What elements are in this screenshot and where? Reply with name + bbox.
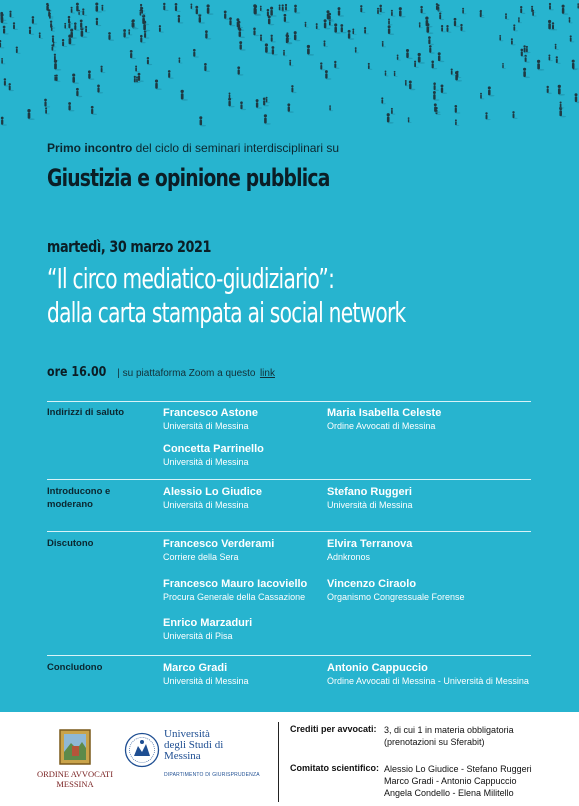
crowd-figure <box>266 97 270 103</box>
crowd-figure <box>240 101 246 110</box>
crowd-figure <box>264 114 271 124</box>
section-divider <box>47 401 531 402</box>
crowd-figure <box>108 32 114 41</box>
crowd-figure <box>549 3 554 11</box>
crowd-figure <box>72 74 79 84</box>
crowd-figure <box>147 57 152 65</box>
crowd-figure <box>54 60 61 71</box>
crowd-figure <box>502 63 506 69</box>
crowd-figure <box>379 5 385 13</box>
crowd-figure <box>74 22 80 30</box>
crowd-figure <box>199 116 206 126</box>
crowd-figure <box>207 4 214 14</box>
intro-rest: del ciclo di seminari interdisciplinari su <box>132 141 340 155</box>
crowd-figure <box>68 21 73 29</box>
crowd-figure <box>80 20 86 29</box>
crowd-figure <box>454 105 460 114</box>
crowd-figure <box>294 31 301 41</box>
crowd-figure <box>44 99 50 108</box>
committee-line-3: Angela Condello - Elena Militello <box>384 788 514 798</box>
speaker-affiliation: Università di Messina <box>163 500 249 510</box>
crowd-figure <box>546 86 551 94</box>
zoom-link[interactable]: link <box>259 368 275 379</box>
crowd-figure <box>283 50 287 56</box>
speaker <box>327 577 465 604</box>
speaker-name: Concetta Parrinello <box>163 443 264 455</box>
crowd-figure <box>175 3 181 12</box>
crowd-figure <box>548 55 552 62</box>
crowd-figure <box>340 24 346 33</box>
crowd-figure <box>446 25 451 33</box>
ordine-avvocati-logo <box>35 728 115 789</box>
crowd-figure <box>433 91 440 101</box>
crowd-figure <box>204 63 210 72</box>
crowd-figure <box>512 111 517 119</box>
crowd-figure <box>256 99 262 109</box>
crowd-figure <box>135 65 139 72</box>
crowd-figure <box>368 63 373 70</box>
crowd-figure <box>405 80 409 86</box>
speaker-affiliation: Università di Messina <box>327 500 413 510</box>
crowd-figure <box>224 10 230 19</box>
footer-divider <box>278 722 279 802</box>
crowd-figure <box>518 17 522 23</box>
crowd-figure <box>71 7 76 14</box>
speaker-affiliation: Università di Messina <box>163 421 249 431</box>
crowd-figure <box>101 5 105 12</box>
event-title-line-2: dalla carta stampata ai social network <box>47 296 406 329</box>
speaker-affiliation: Ordine Avvocati di Messina - Università di Messina <box>327 676 529 686</box>
crowd-figure <box>159 25 164 33</box>
university-name: Università degli Studi di Messina <box>164 728 224 762</box>
crowd-figure <box>78 10 82 16</box>
crowd-figure <box>408 117 412 123</box>
intro-line <box>47 141 339 155</box>
crowd-figure <box>270 7 277 17</box>
crowd-figure <box>100 66 105 73</box>
crowd-figure <box>195 6 201 15</box>
crowd-figure <box>570 35 575 42</box>
section-divider <box>47 531 531 532</box>
crowd-figure <box>287 103 293 112</box>
crowd-figure <box>155 80 162 90</box>
crowd-figure <box>9 11 14 18</box>
speaker-name: Francesco Mauro Iacoviello <box>163 578 308 590</box>
crowd-figure <box>433 82 439 90</box>
event-time <box>47 363 275 381</box>
speaker <box>327 661 529 688</box>
credits-label: Crediti per avvocati: <box>290 724 377 734</box>
speaker-affiliation: Università di Pisa <box>163 631 233 641</box>
crowd-figure <box>451 69 456 76</box>
crowd-figure <box>419 22 423 28</box>
crowd-figure <box>1 117 7 126</box>
crowd-figure <box>394 71 398 77</box>
crowd-figure <box>8 83 13 91</box>
crowd-figure <box>460 24 465 32</box>
crowd-figure <box>381 97 386 104</box>
crowd-figure <box>391 10 396 17</box>
crowd-figure <box>237 66 243 75</box>
crowd-figure <box>0 13 7 24</box>
crowd-figure <box>325 70 331 80</box>
speaker-name: Alessio Lo Giudice <box>163 486 263 498</box>
crowd-figure <box>455 119 459 125</box>
crowd-figure <box>360 5 365 13</box>
crowd-figure <box>406 49 413 59</box>
crowd-figure <box>480 93 484 100</box>
crowd-figure <box>82 8 87 16</box>
crowd-figure <box>198 14 205 24</box>
crowd-figure <box>285 4 290 11</box>
crowd-figure <box>441 84 447 94</box>
committee-members <box>384 763 532 799</box>
role-label: Indirizzi di saluto <box>47 407 125 418</box>
crowd-figure <box>520 6 525 14</box>
role-label: Concludono <box>47 662 103 673</box>
crowd-figure <box>27 109 34 120</box>
crowd-figure <box>426 23 433 34</box>
crowd-figure <box>397 54 401 60</box>
crowd-figure <box>253 27 259 36</box>
crowd-figure <box>431 60 437 69</box>
speaker-name: Marco Gradi <box>163 662 228 674</box>
crowd-figure <box>190 3 194 9</box>
crowd-figure <box>418 53 425 64</box>
speaker <box>163 442 264 469</box>
university-seal-icon <box>124 732 160 768</box>
crowd-illustration <box>0 0 579 140</box>
event-hour: ore 16.00 <box>47 365 107 380</box>
crowd-figure <box>289 60 293 67</box>
crowd-figure <box>355 47 359 53</box>
crowd-figure <box>352 29 356 35</box>
crowd-figure <box>305 22 309 28</box>
crowd-figure <box>97 85 103 94</box>
platform-text: | su piattaforma Zoom a questo <box>117 368 256 379</box>
crowd-figure <box>178 15 184 24</box>
crowd-figure <box>485 112 490 120</box>
speaker <box>163 616 252 643</box>
crowd-figure <box>429 45 435 54</box>
crowd-figure <box>128 29 132 35</box>
crowd-figure <box>462 8 466 14</box>
role-label: Discutono <box>47 538 94 549</box>
crowd-figure <box>480 10 485 18</box>
speaker <box>163 577 307 604</box>
crowd-figure <box>454 18 460 27</box>
speaker-name: Elvira Terranova <box>327 538 413 550</box>
crowd-figure <box>0 40 4 48</box>
crowd-figure <box>524 55 529 63</box>
crowd-figure <box>388 18 393 25</box>
speaker-affiliation: Procura Generale della Cassazione <box>163 592 306 602</box>
crowd-figure <box>537 60 544 71</box>
footer <box>0 712 579 806</box>
series-title: Giustizia e opinione pubblica <box>47 164 330 192</box>
credits-value <box>384 724 514 748</box>
crowd-figure <box>382 41 386 47</box>
event-title <box>47 262 405 330</box>
crowd-figure <box>556 56 561 64</box>
section-divider <box>47 655 531 656</box>
crowd-figure <box>387 113 394 123</box>
crowd-figure <box>320 62 325 70</box>
crowd-figure <box>499 35 503 41</box>
crowd-figure <box>437 4 442 12</box>
crowd-figure <box>45 107 50 114</box>
crowd-figure <box>96 18 102 26</box>
speaker-affiliation: Organismo Congressuale Forense <box>327 592 465 602</box>
crowd-figure <box>388 25 395 35</box>
crowd-figure <box>323 40 328 47</box>
crowd-figure <box>505 13 509 20</box>
crowd-figure <box>271 46 277 55</box>
speaker-affiliation: Ordine Avvocati di Messina <box>327 421 436 431</box>
crowd-figure <box>181 90 188 101</box>
speaker <box>163 485 262 512</box>
crowd-figure <box>488 86 495 96</box>
crowd-figure <box>168 70 174 79</box>
crowd-figure <box>428 36 434 45</box>
committee-line-1: Alessio Lo Giudice - Stefano Ruggeri <box>384 764 532 774</box>
crowd-figure <box>334 61 339 69</box>
crowd-figure <box>364 27 369 34</box>
speaker-name: Stefano Ruggeri <box>327 486 412 498</box>
speaker <box>327 537 412 564</box>
crowd-figure <box>399 7 406 17</box>
crowd-figure <box>284 14 290 23</box>
crowd-figure <box>294 5 300 14</box>
section-divider <box>47 479 531 480</box>
committee-line-2: Marco Gradi - Antonio Cappuccio <box>384 776 517 786</box>
crowd-figure <box>68 102 74 111</box>
crowd-figure <box>39 32 43 38</box>
crowd-figure <box>385 71 389 77</box>
crowd-figure <box>95 2 102 12</box>
crowd-figure <box>29 27 35 35</box>
crowd-figure <box>1 58 5 64</box>
speaker <box>163 661 249 688</box>
crowd-figure <box>50 20 55 28</box>
speaker <box>327 406 441 433</box>
ordine-avvocati-crest-icon <box>58 728 92 766</box>
crowd-figure <box>555 44 559 50</box>
speaker-affiliation: Adnkronos <box>327 552 371 562</box>
crowd-figure <box>178 57 182 63</box>
crowd-figure <box>511 38 516 45</box>
crowd-figure <box>391 108 396 115</box>
committee-label: Comitato scientifico: <box>290 763 380 773</box>
crowd-figure <box>163 3 169 11</box>
crowd-figure <box>260 35 265 42</box>
crowd-figure <box>575 93 579 103</box>
crowd-figure <box>420 6 426 14</box>
crowd-figure <box>49 13 53 20</box>
crowd-figure <box>562 5 569 15</box>
crowd-figure <box>558 85 565 96</box>
crowd-figure <box>532 10 537 17</box>
speaker-affiliation: Università di Messina <box>163 676 249 686</box>
crowd-figure <box>193 49 199 58</box>
speaker-name: Francesco Verderami <box>163 538 275 550</box>
crowd-figure <box>271 35 276 43</box>
crowd-figure <box>560 101 565 108</box>
crowd-figure <box>455 71 462 81</box>
intro-bold: Primo incontro <box>47 141 133 155</box>
crowd-figure <box>91 106 97 115</box>
crowd-figure <box>239 41 245 51</box>
speaker-name: Antonio Cappuccio <box>327 662 428 674</box>
crowd-figure <box>64 23 68 29</box>
crowd-figure <box>32 16 38 24</box>
crowd-figure <box>205 30 211 39</box>
crowd-figure <box>143 21 150 32</box>
event-title-line-1: “Il circo mediatico-giudiziario”: <box>47 262 335 295</box>
ordine-logo-text-2: MESSINA <box>56 779 94 789</box>
crowd-figure <box>130 50 136 59</box>
speaker <box>163 537 274 564</box>
university-logo <box>124 726 274 790</box>
crowd-figure <box>16 46 21 53</box>
credits-line-2: (prenotazioni su Sferabit) <box>384 737 485 747</box>
speaker-name: Vincenzo Ciraolo <box>327 578 417 590</box>
crowd-figure <box>338 7 344 17</box>
crowd-figure <box>329 105 333 111</box>
speaker-name: Francesco Astone <box>163 407 258 419</box>
speaker-name: Maria Isabella Celeste <box>327 407 442 419</box>
credits-line-1: 3, di cui 1 in materia obbligatoria <box>384 725 514 735</box>
crowd-figure <box>229 17 235 26</box>
crowd-figure <box>569 17 573 23</box>
crowd-figure <box>559 107 566 117</box>
crowd-figure <box>291 85 296 93</box>
crowd-figure <box>62 39 67 47</box>
crowd-figure <box>260 6 264 12</box>
crowd-figure <box>88 70 94 80</box>
crowd-figure <box>513 24 518 31</box>
crowd-figure <box>228 98 234 108</box>
speaker-affiliation: Università di Messina <box>163 457 249 467</box>
speaker <box>327 485 413 512</box>
department-name: DIPARTIMENTO DI GIURISPRUDENZA <box>164 772 260 778</box>
crowd-figure <box>334 23 341 33</box>
event-date: martedì, 30 marzo 2021 <box>47 237 212 256</box>
crowd-figure <box>409 81 416 91</box>
speaker-affiliation: Corriere della Sera <box>163 552 239 562</box>
crowd-figure <box>441 25 446 32</box>
crowd-figure <box>307 45 314 56</box>
crowd-figure <box>138 73 144 82</box>
crowd-figure <box>76 88 82 97</box>
speaker <box>163 406 258 433</box>
crowd-figure <box>265 43 272 54</box>
crowd-figure <box>438 52 445 62</box>
crowd-figure <box>3 26 9 35</box>
crowd-figure <box>4 78 10 86</box>
role-label: Introducono e moderano <box>47 486 111 510</box>
crowd-figure <box>523 68 530 78</box>
crowd-figure <box>144 30 150 38</box>
crowd-figure <box>316 23 320 30</box>
ordine-logo-text-1: ORDINE AVVOCATI <box>36 769 114 779</box>
speaker-name: Enrico Marzaduri <box>163 617 253 629</box>
crowd-figure <box>439 12 444 20</box>
crowd-figure <box>13 22 18 30</box>
crowd-figure <box>526 46 531 53</box>
crowd-figure <box>85 26 90 33</box>
